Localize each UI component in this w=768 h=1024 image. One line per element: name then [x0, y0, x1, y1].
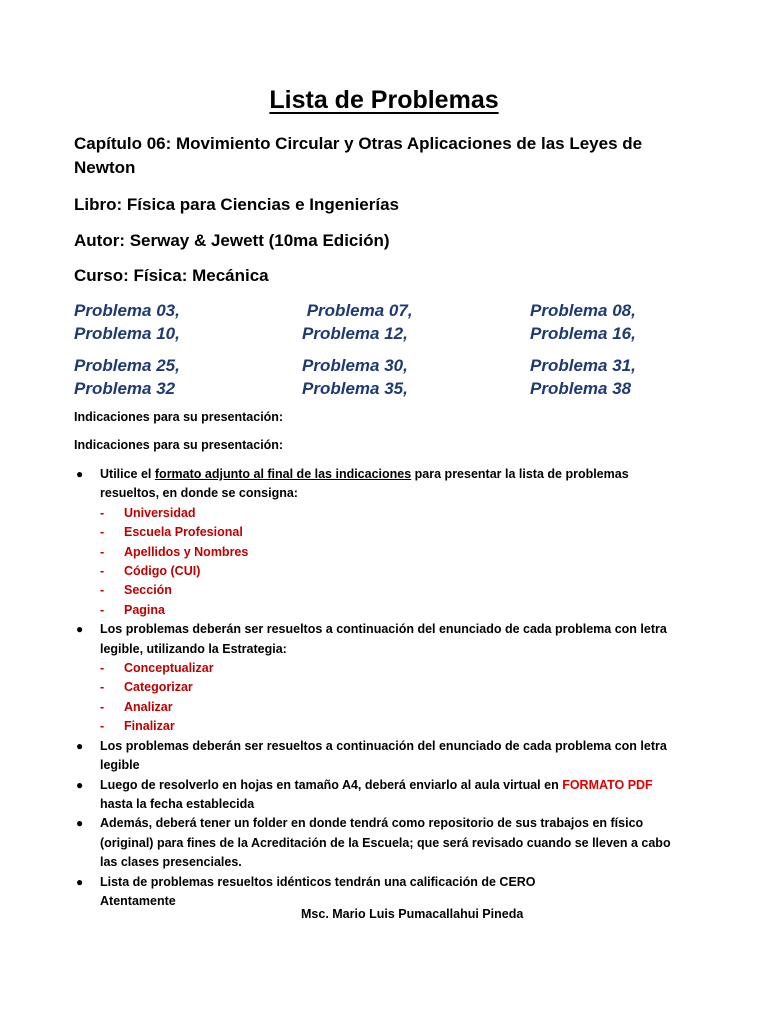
problem-item: Problema 07,: [302, 301, 413, 320]
dash-icon: -: [100, 680, 105, 695]
instructions-heading: Indicaciones para su presentación:: [74, 410, 284, 424]
sub-item-label: Conceptualizar: [124, 661, 214, 676]
dash-icon: -: [100, 699, 105, 714]
problem-item: Problema 30,: [302, 356, 408, 375]
dash-icon: -: [100, 602, 105, 617]
problem-item: Problema 31,: [530, 356, 636, 375]
instruction-text: Luego de resolverlo en hojas en tamaño A4, deberá enviarlo al aula virtual en: [100, 777, 563, 792]
dash-icon: -: [100, 719, 105, 734]
problem-item: Problema 03,: [74, 301, 180, 320]
instructions-list: [74, 465, 684, 911]
bullet-icon: ●: [76, 467, 84, 481]
problem-item: Problema 10,: [74, 324, 180, 343]
format-link-text: formato adjunto al final de las indicaciones: [154, 467, 412, 481]
page-title: Lista de Problemas: [269, 86, 499, 114]
problem-item: Problema 35,: [302, 379, 408, 398]
sub-item: [74, 601, 684, 620]
instruction-text: Los problemas deberán ser resueltos a continuación del enunciado de cada problema con letra legible, utilizando la Estrategia:: [100, 622, 667, 656]
bullet-icon: ●: [76, 816, 84, 831]
sub-item: [74, 504, 684, 523]
instruction-text: hasta la fecha establecida: [100, 796, 255, 811]
problem-item: Problema 08,: [530, 301, 636, 320]
instruction-text: Utilice el: [100, 467, 155, 481]
pdf-format-highlight: FORMATO PDF: [562, 777, 653, 792]
sub-item-label: Escuela Profesional: [124, 525, 243, 540]
dash-icon: -: [100, 505, 105, 520]
sub-item-label: Finalizar: [124, 719, 175, 734]
instruction-item: [74, 465, 684, 504]
instruction-item: [74, 873, 684, 912]
problem-item: Problema 32: [74, 379, 176, 398]
instruction-item: [74, 737, 684, 776]
sub-item: [74, 698, 684, 717]
problem-item: Problema 12,: [302, 324, 408, 343]
bullet-icon: ●: [76, 622, 84, 637]
sub-item: [74, 678, 684, 697]
sub-item-label: Analizar: [124, 699, 173, 714]
instruction-item: [74, 776, 684, 815]
sub-item: [74, 581, 684, 600]
instruction-text: para presentar la lista de problemas resueltos, en donde se consigna:: [100, 467, 629, 501]
dash-icon: -: [100, 525, 105, 540]
problem-item: Problema 16,: [530, 324, 636, 343]
closing-text: Atentamente: [100, 893, 176, 908]
sub-item: [74, 562, 684, 581]
author-line: Autor: Serway & Jewett (10ma Edición): [74, 231, 390, 250]
sub-item-label: Código (CUI): [124, 564, 201, 579]
sub-item: [74, 523, 684, 542]
dash-icon: -: [100, 661, 105, 676]
bullet-icon: ●: [76, 874, 84, 889]
instruction-item: [74, 814, 684, 872]
dash-icon: -: [100, 583, 105, 598]
sub-item-label: Apellidos y Nombres: [124, 544, 249, 559]
signature: Msc. Mario Luis Pumacallahui Pineda: [301, 907, 524, 921]
sub-item-label: Categorizar: [124, 680, 193, 695]
problem-item: Problema 38: [530, 379, 632, 398]
instruction-text: Los problemas deberán ser resueltos a continuación del enunciado de cada problema con letra legible: [100, 738, 667, 773]
bullet-icon: ●: [76, 777, 84, 792]
sub-item-label: Pagina: [124, 602, 165, 617]
chapter-line: Capítulo 06: Movimiento Circular y Otras Aplicaciones de las Leyes de Newton: [74, 134, 643, 177]
bullet-icon: ●: [76, 738, 84, 753]
sub-item-label: Sección: [124, 583, 172, 598]
book-line: Libro: Física para Ciencias e Ingenierías: [74, 195, 400, 214]
course-line: Curso: Física: Mecánica: [74, 266, 269, 285]
instruction-item: [74, 620, 684, 659]
instructions-heading: Indicaciones para su presentación:: [74, 438, 284, 452]
dash-icon: -: [100, 564, 105, 579]
instruction-text: Lista de problemas resueltos idénticos tendrán una calificación de CERO: [100, 874, 536, 889]
sub-item: [74, 659, 684, 678]
instruction-text: Además, deberá tener un folder en donde tendrá como repositorio de sus trabajos en físico (original) para fines de la Acreditación de la Escuela; que será revisado cuando se lleven a cabo las clases presenciales.: [100, 816, 671, 870]
sub-item: [74, 717, 684, 736]
sub-item: [74, 543, 684, 562]
dash-icon: -: [100, 544, 105, 559]
problem-item: Problema 25,: [74, 356, 180, 375]
sub-item-label: Universidad: [124, 505, 196, 520]
